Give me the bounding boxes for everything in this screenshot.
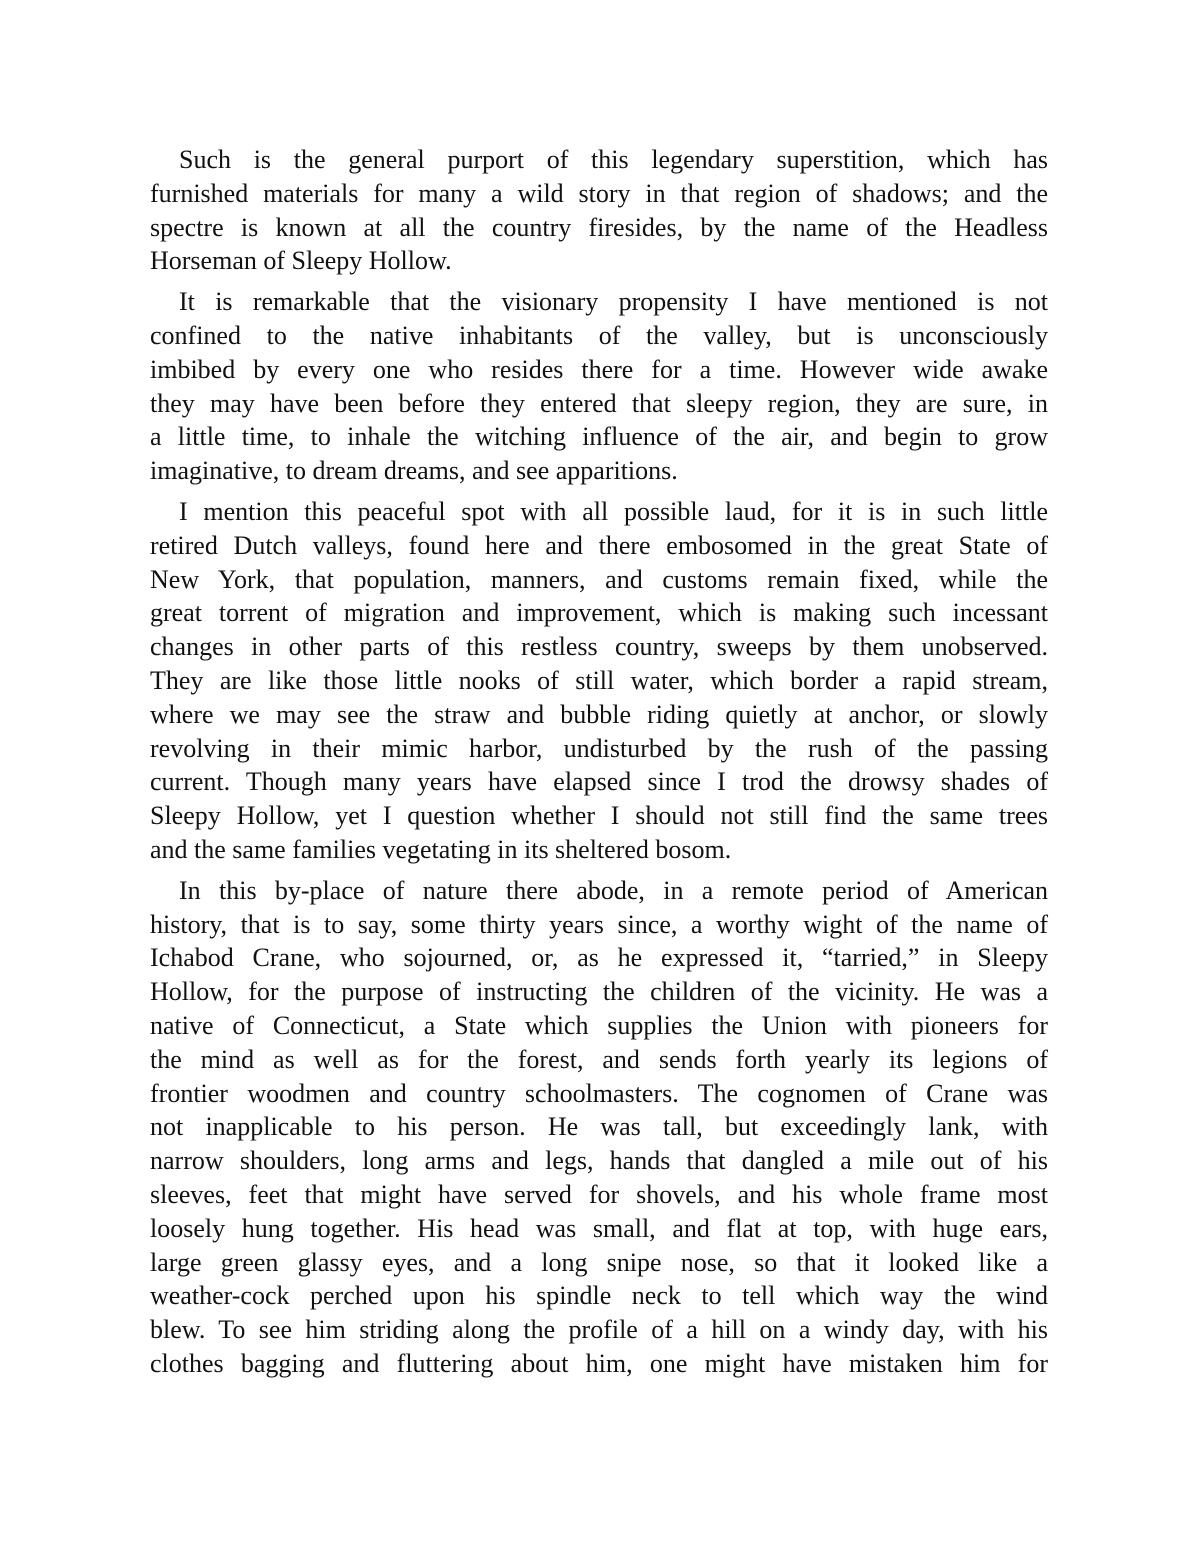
text-line: changes in other parts of this restless country, sweeps by them unobserved. [150, 632, 1048, 662]
text-line: and the same families vegetating in its sheltered bosom. [150, 834, 732, 864]
text-line: Hollow, for the purpose of instructing the children of the vicinity. He was a [150, 977, 1048, 1007]
text-line: large green glassy eyes, and a long snipe nose, so that it looked like a [150, 1247, 1048, 1277]
text-line: In this by-place of nature there abode, in a remote period of American [179, 875, 1048, 905]
text-line: confined to the native inhabitants of the valley, but is unconsciously [150, 320, 1048, 350]
text-line: New York, that population, manners, and customs remain fixed, while the [150, 564, 1048, 594]
text-line: where we may see the straw and bubble riding quietly at anchor, or slowly [150, 699, 1048, 729]
paragraph-1 [150, 143, 1048, 278]
text-line: frontier woodmen and country schoolmasters. The cognomen of Crane was [150, 1078, 1048, 1108]
paragraph-2 [150, 285, 1048, 488]
text-line: Ichabod Crane, who sojourned, or, as he expressed it, “tarried,” in Sleepy [150, 943, 1048, 973]
text-line: Sleepy Hollow, yet I question whether I should not still find the same trees [150, 801, 1048, 831]
text-line: not inapplicable to his person. He was tall, but exceedingly lank, with [150, 1112, 1048, 1142]
paragraph-3 [150, 495, 1048, 867]
text-line: loosely hung together. His head was small, and flat at top, with huge ears, [150, 1213, 1048, 1243]
text-line: native of Connecticut, a State which supplies the Union with pioneers for [150, 1010, 1048, 1040]
text-line: current. Though many years have elapsed since I trod the drowsy shades of [150, 767, 1048, 797]
text-line: sleeves, feet that might have served for shovels, and his whole frame most [150, 1179, 1048, 1209]
text-line: history, that is to say, some thirty years since, a worthy wight of the name of [150, 909, 1048, 939]
text-line: clothes bagging and fluttering about him, one might have mistaken him for [150, 1348, 1048, 1378]
document-page [150, 143, 1048, 1388]
text-line: imaginative, to dream dreams, and see apparitions. [150, 456, 678, 486]
text-line: weather-cock perched upon his spindle neck to tell which way the wind [150, 1281, 1048, 1311]
text-line: It is remarkable that the visionary propensity I have mentioned is not [179, 287, 1048, 317]
text-line: they may have been before they entered that sleepy region, they are sure, in [150, 388, 1048, 418]
paragraph-4 [150, 874, 1048, 1381]
text-line: Such is the general purport of this legendary superstition, which has [179, 145, 1048, 174]
text-line: blew. To see him striding along the profile of a hill on a windy day, with his [150, 1315, 1048, 1345]
text-line: I mention this peaceful spot with all possible laud, for it is in such little [179, 496, 1048, 526]
text-line: They are like those little nooks of still water, which border a rapid stream, [150, 665, 1048, 695]
text-line: Horseman of Sleepy Hollow. [150, 246, 452, 276]
text-line: revolving in their mimic harbor, undisturbed by the rush of the passing [150, 733, 1048, 763]
text-line: retired Dutch valleys, found here and there embosomed in the great State of [150, 530, 1048, 560]
text-line: a little time, to inhale the witching influence of the air, and begin to grow [150, 422, 1048, 452]
text-line: imbibed by every one who resides there for a time. However wide awake [150, 354, 1048, 384]
text-line: the mind as well as for the forest, and sends forth yearly its legions of [150, 1044, 1048, 1074]
text-line: narrow shoulders, long arms and legs, hands that dangled a mile out of his [150, 1146, 1048, 1176]
text-line: furnished materials for many a wild story in that region of shadows; and the [150, 178, 1048, 208]
text-line: spectre is known at all the country firesides, by the name of the Headless [150, 212, 1048, 242]
text-line: great torrent of migration and improvement, which is making such incessant [150, 598, 1048, 628]
